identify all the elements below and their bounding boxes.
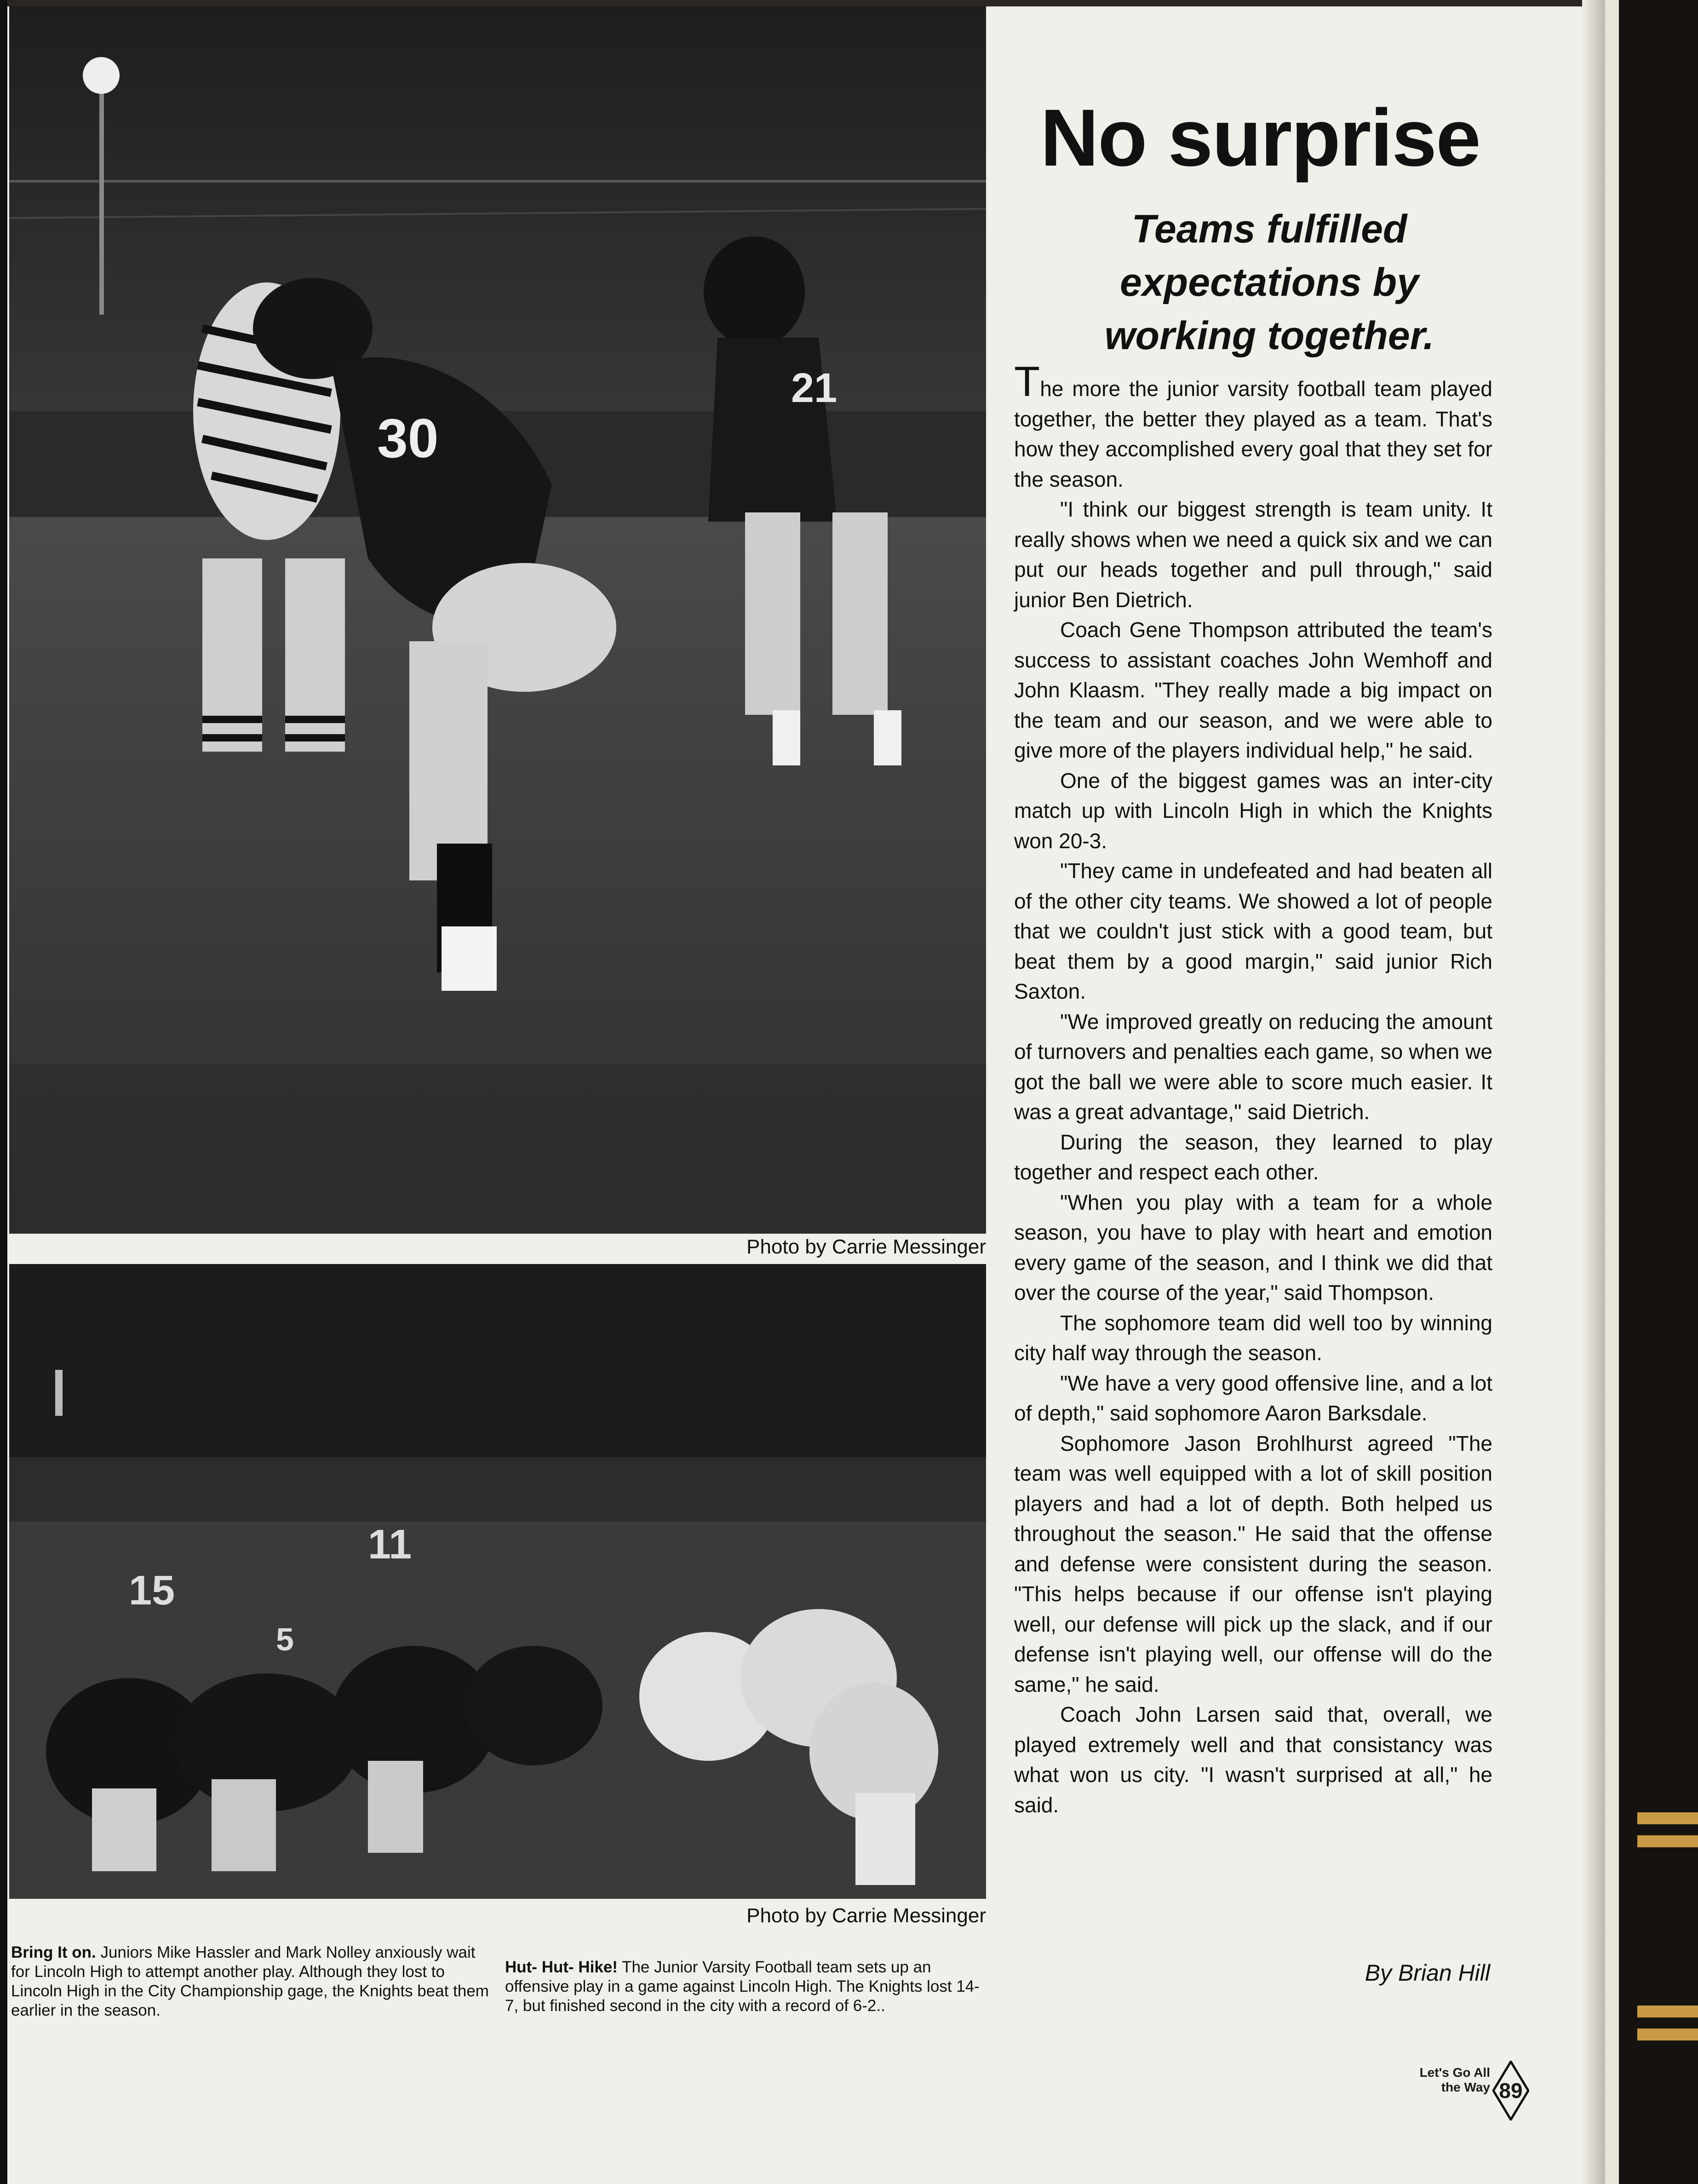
article-paragraph: The more the junior varsity football team played together, the better they played as a team. That's how they accomplished every goal that they set for the season.: [1014, 358, 1492, 491]
photo-credit: Photo by Carrie Messinger: [746, 1236, 986, 1258]
subheadline: Teams fulfilled expectations by working together.: [1104, 207, 1434, 358]
article-body: [1014, 358, 1492, 1820]
caption-text: The Junior Varsity Football team sets up an offensive play in a game against Lincoln High. The Knights lost 14-7, but finished second in the city with a record of 6-2..: [505, 1958, 980, 2015]
article-paragraph: One of the biggest games was an inter-city match up with Lincoln High in which the Knights won 20-3.: [1014, 768, 1492, 853]
folio-label: Let's Go All the Way: [1419, 2065, 1490, 2094]
caption-lead: Bring It on.: [11, 1943, 96, 1961]
byline: By Brian Hill: [1365, 1960, 1490, 1986]
cover-gold-strip: [1637, 1812, 1698, 1824]
headline: No surprise: [1040, 93, 1480, 183]
page-number: 89: [1499, 2079, 1523, 2103]
article-paragraph: Coach Gene Thompson attributed the team's success to assistant coaches John Wemhoff and John Klaasm. "They really made a big impact on the team and our season, and we were able to give more of the players individual help," he said.: [1014, 618, 1492, 762]
bottom-football-photo: [9, 1264, 986, 1899]
article-paragraph: The sophomore team did well too by winning city half way through the season.: [1014, 1310, 1492, 1365]
article-paragraph: "They came in undefeated and had beaten all of the other city teams. We showed a lot of people that we couldn't just stick with a good team, but beat them by a good margin," said junior Rich Saxton.: [1014, 859, 1492, 1003]
cover-gold-strip: [1637, 2029, 1698, 2040]
photo-caption-left: [11, 1943, 489, 2020]
article-paragraph: "I think our biggest strength is team unity. It really shows when we need a quick six and we can put our heads together and pull through," said junior Ben Dietrich.: [1014, 497, 1492, 612]
article-paragraph: "When you play with a team for a whole season, you have to play with heart and emotion every game of the season, and I think we did that over the course of the year," said Thompson.: [1014, 1190, 1492, 1305]
jersey-number: 30: [377, 408, 439, 469]
page-left-edge: [0, 0, 7, 2184]
jersey-number: 5: [276, 1621, 294, 1657]
page-folio: [1398, 2061, 1527, 2134]
book-cover: [1619, 0, 1698, 2184]
article-paragraph: "We improved greatly on reducing the amount of turnovers and penalties each game, so when we got the ball we were able to score much easier. It was a great advantage," said Dietrich.: [1014, 1009, 1492, 1124]
article-paragraph: Sophomore Jason Brohlhurst agreed "The team was well equipped with a lot of skill position players and had a lot of depth. Both helped us throughout the season." He said that the offense and defense were consistent during the season. "This helps because if our offense isn't playing well, our defense will pick up the slack, and if our defense isn't playing well, our offense will do the same," he said.: [1014, 1431, 1492, 1696]
photo-credit: Photo by Carrie Messinger: [746, 1904, 986, 1927]
jersey-number: 21: [791, 365, 838, 411]
jersey-number: 11: [368, 1522, 412, 1568]
article-paragraph: Coach John Larsen said that, overall, we played extremely well and that consistancy was what won us city. "I wasn't surprised at all," he said.: [1014, 1702, 1492, 1817]
caption-lead: Hut- Hut- Hike!: [505, 1958, 618, 1976]
page-top-edge: [0, 0, 1698, 6]
cover-edge: [1605, 0, 1619, 2184]
jersey-number: 15: [129, 1568, 175, 1614]
cover-gold-strip: [1637, 2006, 1698, 2017]
article-paragraph: During the season, they learned to play together and respect each other.: [1014, 1130, 1492, 1184]
cover-gold-strip: [1637, 1835, 1698, 1847]
top-football-photo: [9, 6, 986, 1234]
caption-text: Juniors Mike Hassler and Mark Nolley anxiously wait for Lincoln High to attempt another play. Although they lost to Lincoln High in the City Championship gage, the Knights beat them earlier in the season.: [11, 1943, 489, 2019]
drop-cap: T: [1014, 358, 1040, 405]
article-paragraph: "We have a very good offensive line, and a lot of depth," said sophomore Aaron Barksdale.: [1014, 1371, 1492, 1425]
photo-caption-right: [505, 1958, 983, 2016]
binding-shadow: [1582, 0, 1605, 2184]
